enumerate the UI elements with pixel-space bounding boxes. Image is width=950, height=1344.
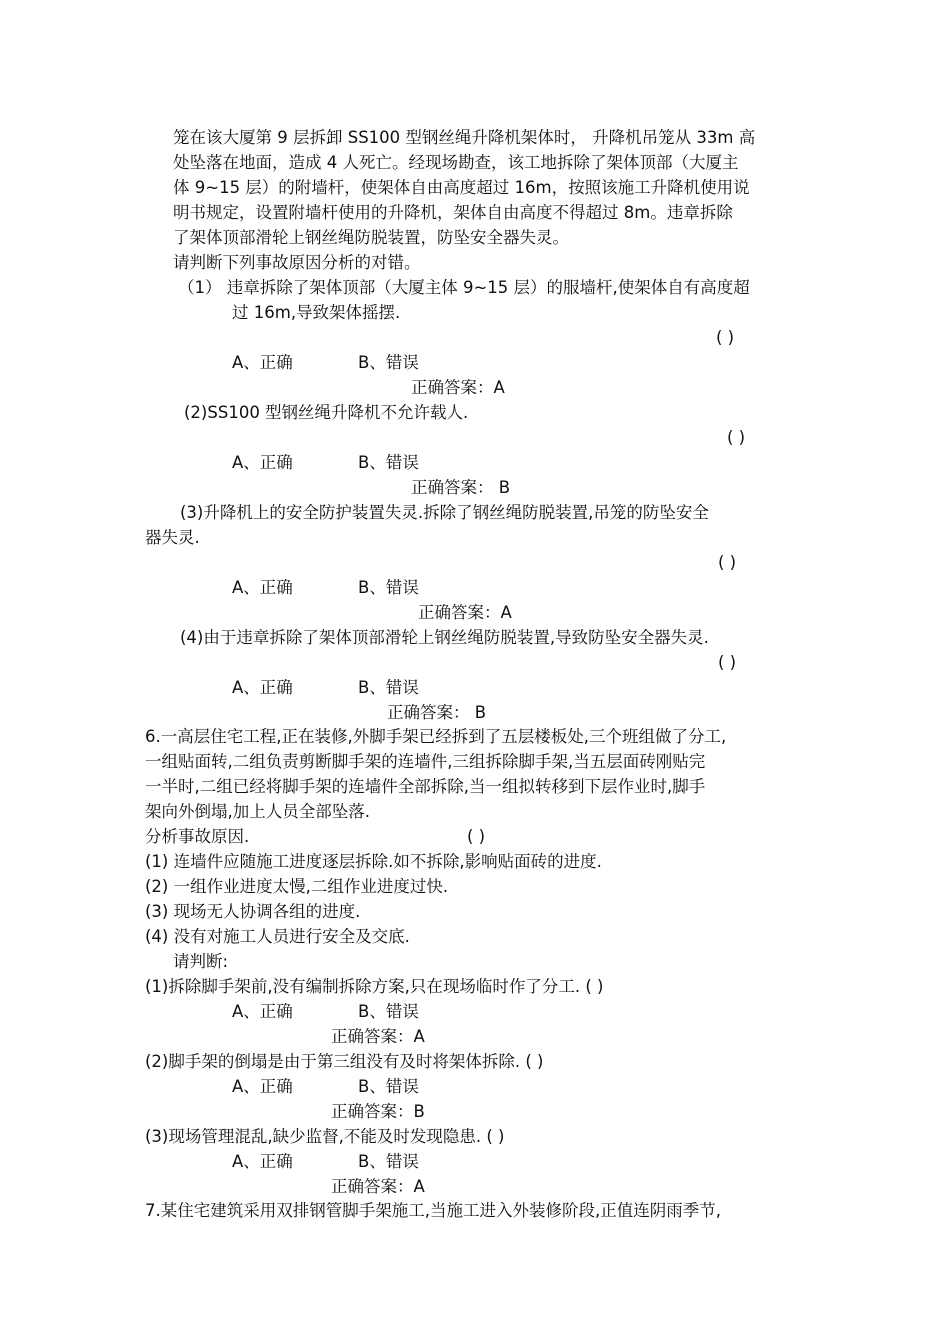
option-a: A、正确 [232,1002,293,1021]
correct-answer: 正确答案：A [411,378,505,397]
question-text: 器失灵. [145,528,200,547]
option-a: A、正确 [232,578,293,597]
option-a: A、正确 [232,678,293,697]
question-6-text: 架向外倒塌,加上人员全部坠落. [145,802,370,821]
correct-answer: 正确答案：A [331,1177,425,1196]
correct-answer: 正确答案：B [331,1102,425,1121]
answer-blank: ( ) [718,553,737,572]
reason-item: (4) 没有对施工人员进行安全及交底. [145,927,410,946]
question-text: (4)由于违章拆除了架体顶部滑轮上钢丝绳防脱装置,导致防坠安全器失灵. [180,628,709,647]
option-b: B、错误 [358,678,419,697]
intro-prompt: 请判断下列事故原因分析的对错。 [173,253,421,272]
intro-line: 了架体顶部滑轮上钢丝绳防脱装置，防坠安全器失灵。 [173,228,569,247]
option-a: A、正确 [232,453,293,472]
question-7-text: 7.某住宅建筑采用双排钢管脚手架施工,当施工进入外装修阶段,正值连阴雨季节, [145,1201,721,1220]
answer-blank: ( ) [467,827,486,846]
intro-line: 体 9~15 层）的附墙杆，使架体自由高度超过 16m，按照该施工升降机使用说 [173,178,750,197]
correct-answer: 正确答案：A [418,603,512,622]
option-b: B、错误 [358,453,419,472]
judge-label: 请判断: [173,952,229,971]
reason-item: (2) 一组作业进度太慢,二组作业进度过快. [145,877,449,896]
question-text: (3)升降机上的安全防护装置失灵.拆除了钢丝绳防脱装置,吊笼的防坠安全 [180,503,709,522]
reason-item: (3) 现场无人协调各组的进度. [145,902,361,921]
correct-answer: 正确答案：A [331,1027,425,1046]
intro-line: 笼在该大厦第 9 层拆卸 SS100 型钢丝绳升降机架体时， 升降机吊笼从 33m 高 [173,128,756,147]
option-b: B、错误 [358,1002,419,1021]
question-6-text: 一半时,二组已经将脚手架的连墙件全部拆除,当一组拟转移到下层作业时,脚手 [145,777,706,796]
reason-item: (1) 连墙件应随施工进度逐层拆除.如不拆除,影响贴面砖的进度. [145,852,602,871]
option-a: A、正确 [232,1152,293,1171]
option-b: B、错误 [358,1077,419,1096]
question-text: (2)脚手架的倒塌是由于第三组没有及时将架体拆除. ( ) [145,1052,544,1071]
option-b: B、错误 [358,353,419,372]
answer-blank: ( ) [727,428,746,447]
question-6-text: 6.一高层住宅工程,正在装修,外脚手架已经拆到了五层楼板处,三个班组做了分工, [145,727,727,746]
correct-answer: 正确答案： B [387,703,487,722]
answer-blank: ( ) [718,653,737,672]
question-text: (2)SS100 型钢丝绳升降机不允许载人. [184,403,469,422]
correct-answer: 正确答案： B [411,478,511,497]
question-6-text: 一组贴面转,二组负责剪断脚手架的连墙件,三组拆除脚手架,当五层面砖刚贴完 [145,752,706,771]
option-b: B、错误 [358,1152,419,1171]
question-text: 过 16m,导致架体摇摆. [232,303,401,322]
question-text: (3)现场管理混乱,缺少监督,不能及时发现隐患. ( ) [145,1127,505,1146]
analysis-label: 分析事故原因. [145,827,250,846]
option-a: A、正确 [232,1077,293,1096]
question-text: (1)拆除脚手架前,没有编制拆除方案,只在现场临时作了分工. ( ) [145,977,604,996]
answer-blank: ( ) [716,328,735,347]
option-a: A、正确 [232,353,293,372]
question-text: （1） 违章拆除了架体顶部（大厦主体 9~15 层）的服墙杆,使架体自有高度超 [178,278,750,297]
intro-line: 处坠落在地面，造成 4 人死亡。经现场勘查，该工地拆除了架体顶部（大厦主 [173,153,739,172]
intro-line: 明书规定，设置附墙杆使用的升降机，架体自由高度不得超过 8m。违章拆除 [173,203,733,222]
option-b: B、错误 [358,578,419,597]
